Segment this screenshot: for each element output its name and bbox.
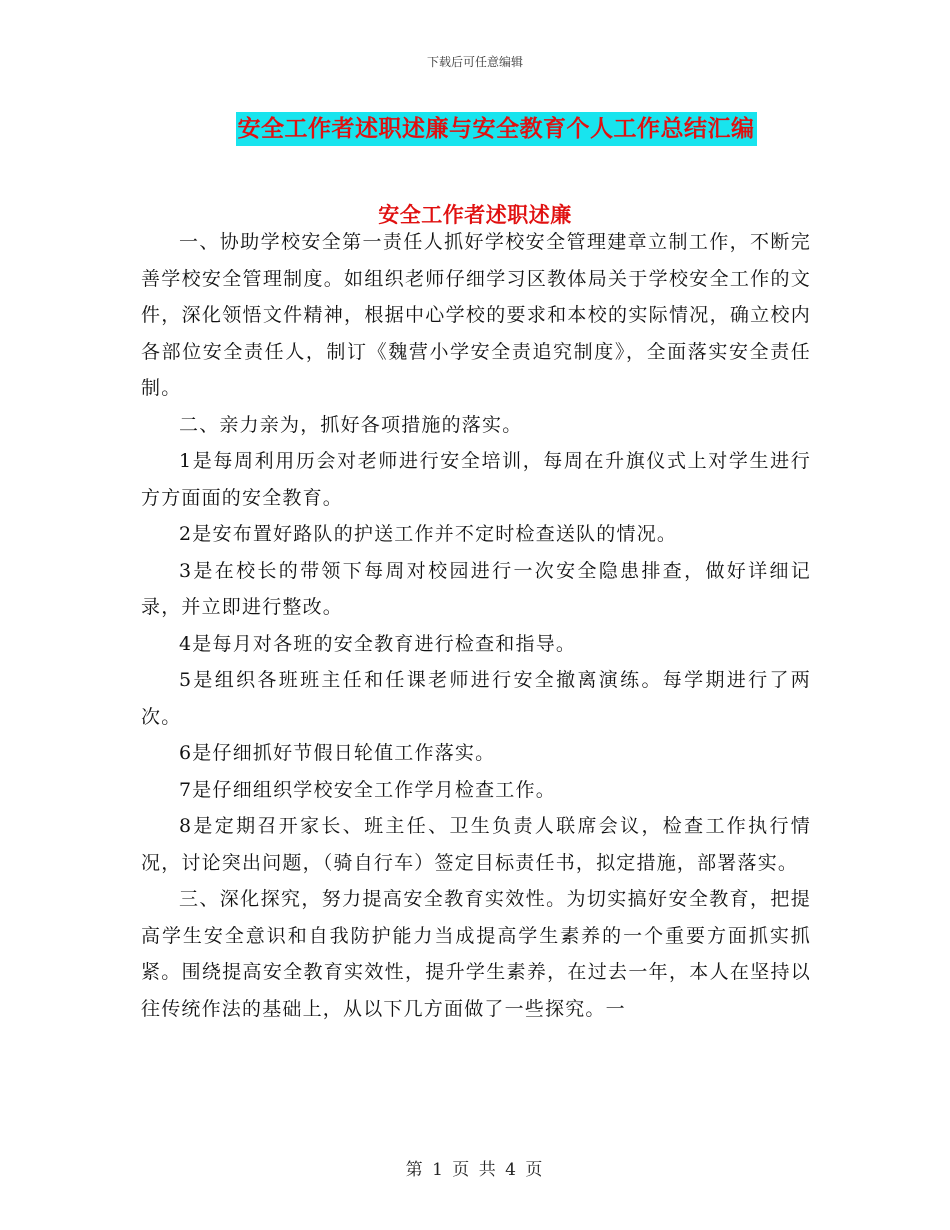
document-title-wrapper: [0, 112, 950, 146]
page-number-footer: 第 1 页 共 4 页: [405, 1160, 545, 1180]
paragraph: 8是定期召开家长、班主任、卫生负责人联席会议，检查工作执行情况，讨论突出问题，（骑自行车）签定目标责任书，拟定措施，部署落实。: [141, 815, 811, 874]
paragraph: 1是每周利用历会对老师进行安全培训，每周在升旗仪式上对学生进行方方面面的安全教育。: [141, 450, 811, 509]
paragraph: 2是安布置好路队的护送工作并不定时检查送队的情况。: [179, 523, 678, 545]
section-title: 安全工作者述职述廉: [378, 202, 572, 227]
document-body: [141, 224, 811, 1027]
paragraph: 4是每月对各班的安全教育进行检查和指导。: [179, 632, 577, 655]
paragraph: 7是仔细组织学校安全工作学月检查工作。: [179, 778, 556, 801]
paragraph: 二、亲力亲为，抓好各项措施的落实。: [179, 413, 523, 436]
paragraph: 5是组织各班班主任和任课老师进行安全撤离演练。每学期进行了两次。: [141, 669, 811, 728]
paragraph: 3是在校长的带领下每周对校园进行一次安全隐患排查，做好详细记录，并立即进行整改。: [141, 559, 811, 618]
page-header-note: 下载后可任意编辑: [426, 55, 523, 69]
document-title: 安全工作者述职述廉与安全教育个人工作总结汇编: [236, 112, 757, 146]
paragraph: 6是仔细抓好节假日轮值工作落实。: [179, 742, 496, 764]
paragraph: 三、深化探究，努力提高安全教育实效性。为切实搞好安全教育，把提高学生安全意识和自我防护能力当成提高学生素养的一个重要方面抓实抓紧。围绕提高安全教育实效性，提升学生素养，在过去一年，本人在坚持以往传统作法的基础上，从以下几方面做了一些探究。一: [141, 888, 811, 1020]
paragraph: 一、协助学校安全第一责任人抓好学校安全管理建章立制工作，不断完善学校安全管理制度。如组织老师仔细学习区教体局关于学校安全工作的文件，深化领悟文件精神，根据中心学校的要求和本校的实际情况，确立校内各部位安全责任人，制订《魏营小学安全责追究制度》，全面落实安全责任制。: [141, 231, 811, 399]
